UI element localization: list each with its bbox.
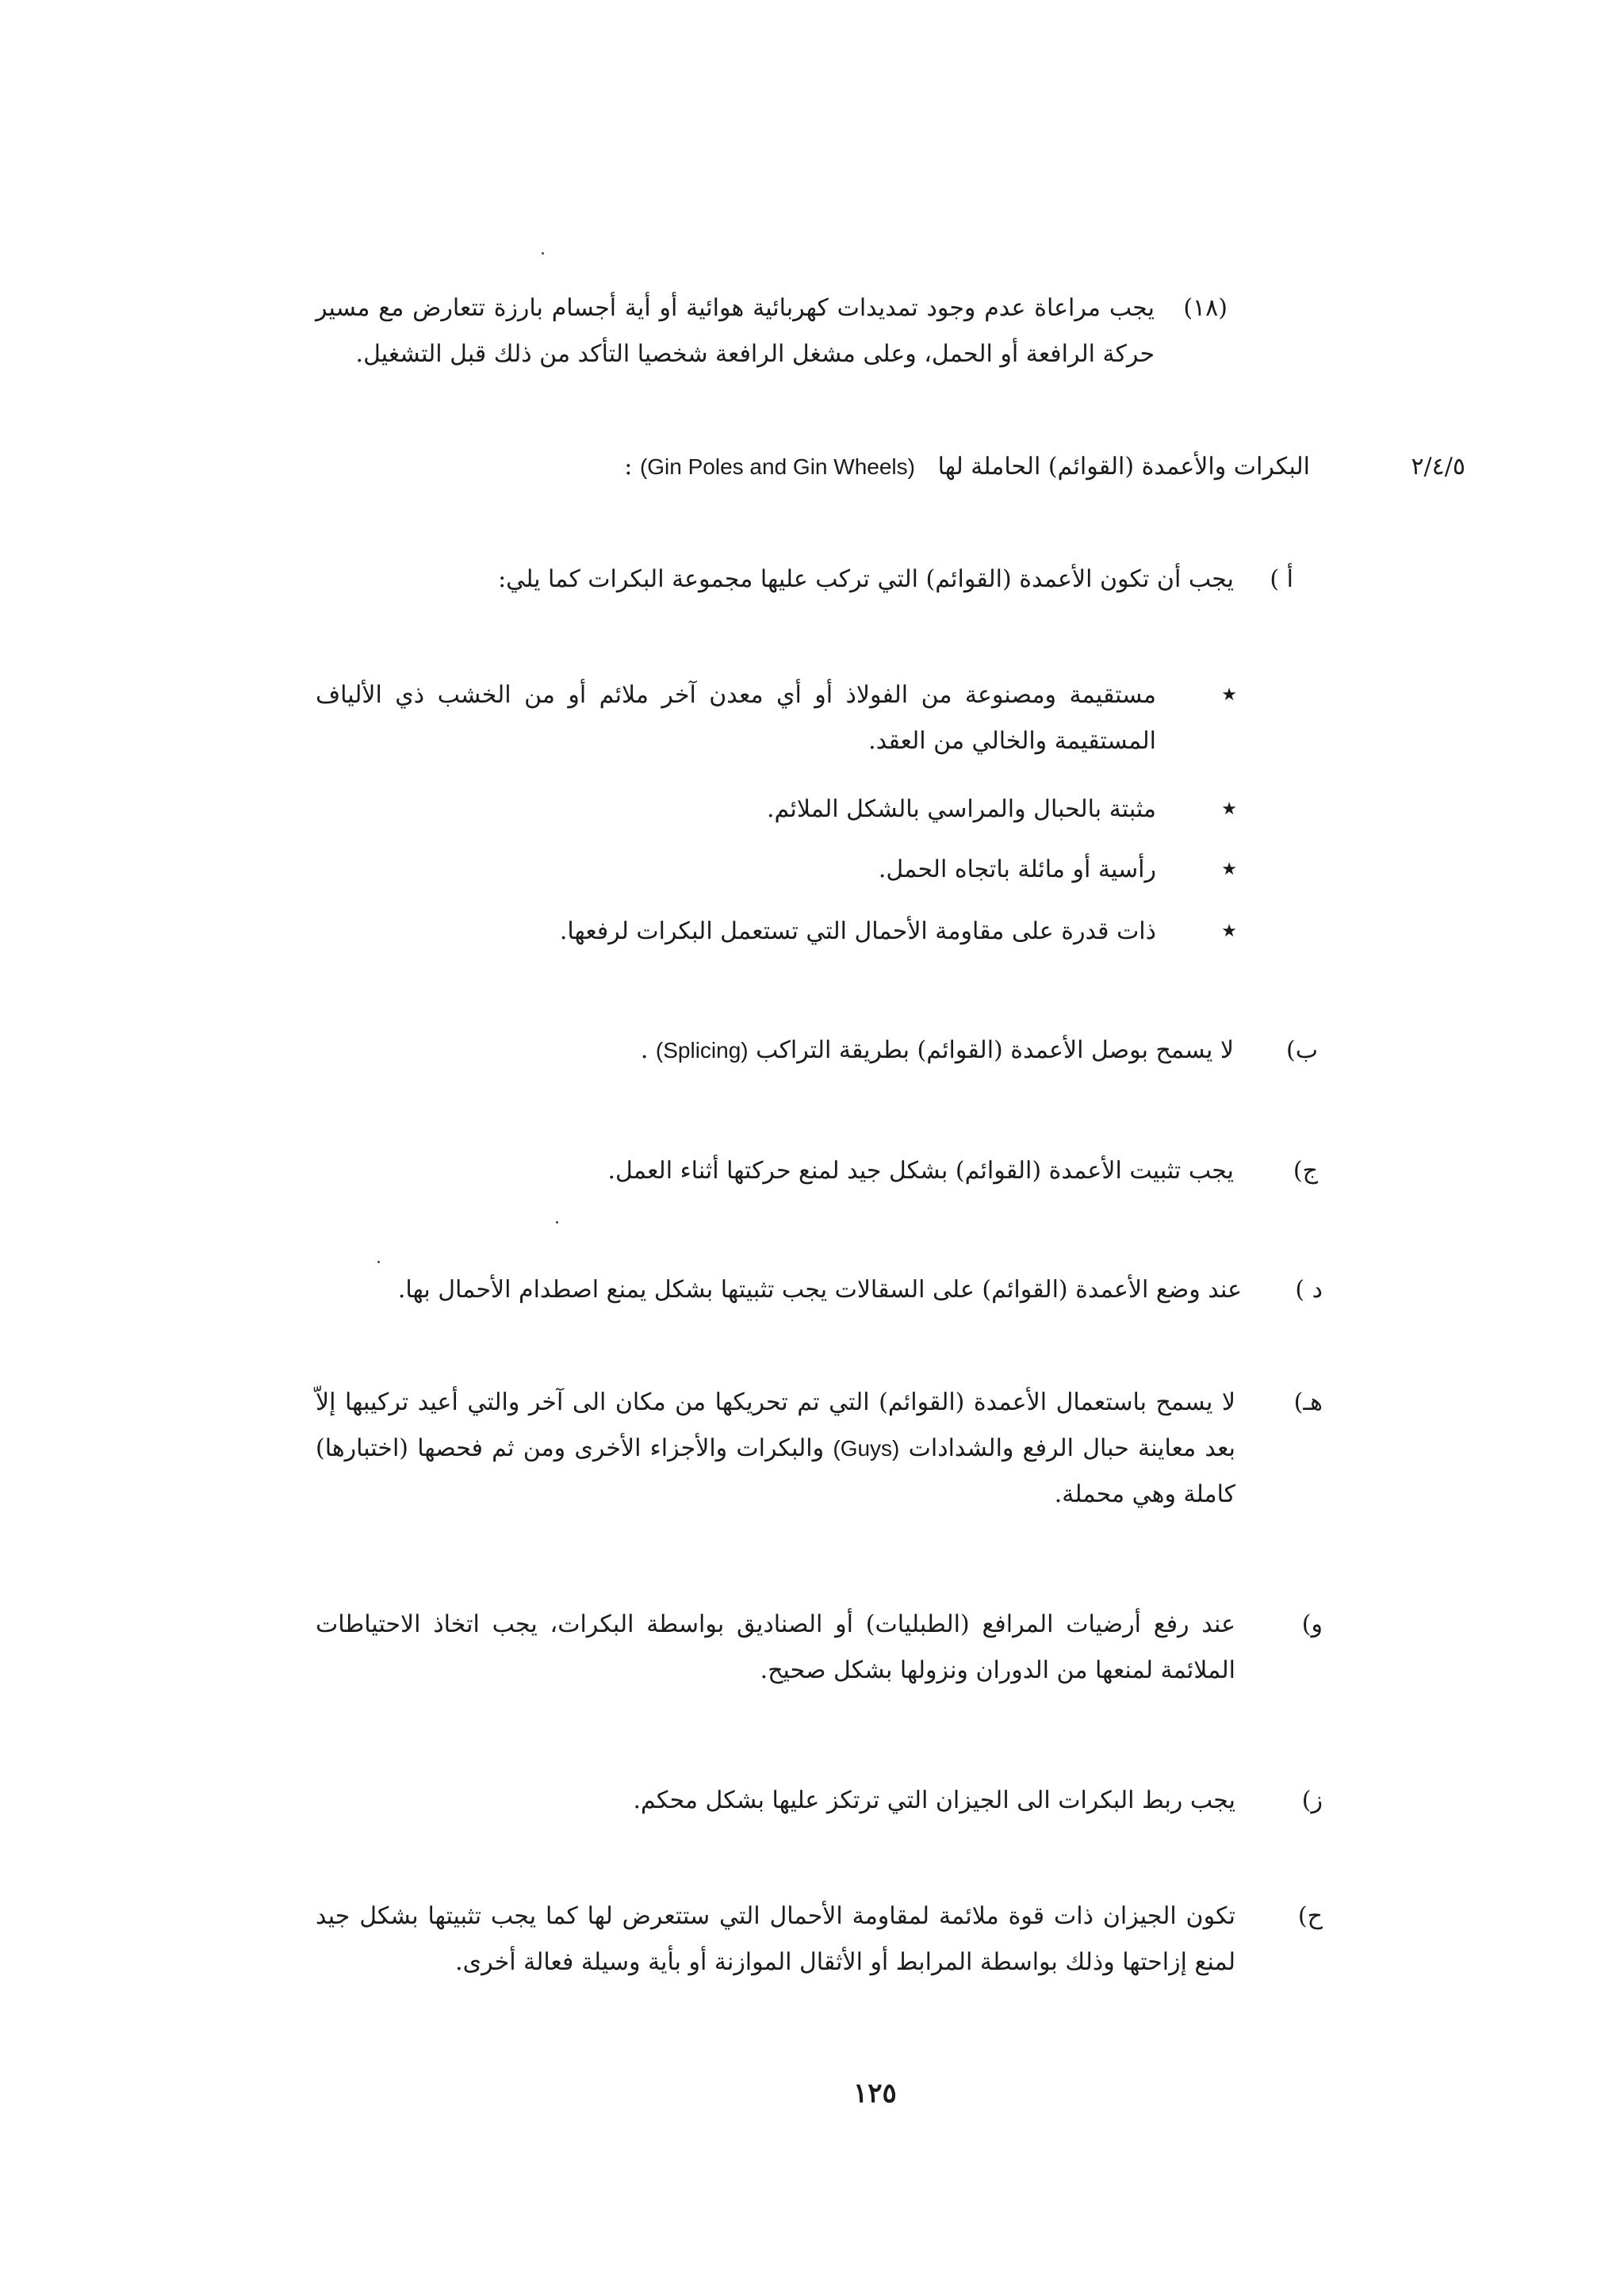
bullet-icon: ★: [1221, 921, 1237, 941]
item-b-text: [641, 1028, 1234, 1074]
bullet-item-4: ذات قدرة على مقاومة الأحمال التي تستعمل البكرات لرفعها.: [559, 917, 1156, 945]
scan-speck: [377, 1261, 380, 1263]
bullet-icon: ★: [1221, 860, 1237, 879]
section-title-english: (Gin Poles and Gin Wheels): [639, 454, 915, 479]
item-h-text-after: والبكرات والأجزاء الأخرى ومن ثم فحصها (اختبارها) كاملة وهي محملة.: [316, 1434, 1235, 1508]
section-title-colon: :: [624, 453, 633, 481]
bullet-item-1: مستقيمة ومصنوعة من الفولاذ أو أي معدن آخر ملائم أو من الخشب ذي الألياف المستقيمة والخالي من العقد.: [316, 681, 1156, 755]
item-c-marker: ج): [1293, 1157, 1318, 1185]
item-w-marker: و): [1301, 1610, 1323, 1638]
scan-speck: [556, 1221, 558, 1224]
item-d-text: عند وضع الأعمدة (القوائم) على السقالات يجب تثبيتها بشكل يمنع اصطدام الأحمال بها.: [397, 1276, 1242, 1304]
item-d-marker: د ): [1295, 1276, 1323, 1304]
item-h-text-before: لا يسمح باستعمال الأعمدة (القوائم) التي تم تحريكها من مكان الى آخر والتي أعيد تركيبها إلاّ بعد معاينة حبال الرفع والشدادات: [316, 1388, 1236, 1462]
bullet-icon: ★: [1221, 799, 1237, 819]
section-title: [624, 444, 1310, 490]
item-a-marker: أ ): [1270, 565, 1293, 593]
item-z-marker: ز): [1301, 1787, 1323, 1814]
item-b-english: (Splicing): [655, 1038, 749, 1063]
item-h-text: [316, 1380, 1235, 1518]
paragraph-18-text: يجب مراعاة عدم وجود تمديدات كهربائية هوائية أو أية أجسام بارزة تتعارض مع مسير حركة الرافعة أو الحمل، وعلى مشغل الرافعة شخصيا التأكد من ذلك قبل التشغيل.: [316, 294, 1155, 368]
item-h-marker: هـ): [1293, 1388, 1323, 1416]
item-b-end: .: [640, 1036, 649, 1064]
item-b-marker: ب): [1286, 1036, 1318, 1064]
item-hh-marker: ح): [1297, 1902, 1323, 1930]
bullet-item-2: مثبتة بالحبال والمراسي بالشكل الملائم.: [766, 795, 1156, 823]
bullet-item-3: رأسية أو مائلة باتجاه الحمل.: [878, 856, 1156, 883]
item-a-text: يجب أن تكون الأعمدة (القوائم) التي تركب عليها مجموعة البكرات كما يلي:: [498, 565, 1234, 593]
bullet-icon: ★: [1221, 685, 1237, 705]
section-number: ٢/٤/٥: [1411, 453, 1465, 481]
item-c-text: يجب تثبيت الأعمدة (القوائم) بشكل جيد لمنع حركتها أثناء العمل.: [607, 1157, 1234, 1185]
item-z-text: يجب ربط البكرات الى الجيزان التي ترتكز عليها بشكل محكم.: [633, 1787, 1235, 1814]
item-hh-text: تكون الجيزان ذات قوة ملائمة لمقاومة الأحمال التي ستتعرض لها كما يجب تثبيتها بشكل جيد لمنع إزاحتها وذلك بواسطة المرابط أو الأثقال الموازنة أو بأية وسيلة فعالة أخرى.: [316, 1902, 1235, 1976]
scan-speck: [542, 252, 544, 255]
item-b-arabic: لا يسمح بوصل الأعمدة (القوائم) بطريقة التراكب: [756, 1036, 1234, 1064]
section-title-arabic: البكرات والأعمدة (القوائم) الحاملة لها: [937, 453, 1310, 481]
paragraph-18-marker: (١٨): [1183, 294, 1228, 322]
item-h-english: (Guys): [833, 1436, 900, 1461]
item-w-text: عند رفع أرضيات المرافع (الطبليات) أو الصناديق بواسطة البكرات، يجب اتخاذ الاحتياطات الملائمة لمنعها من الدوران ونزولها بشكل صحيح.: [316, 1610, 1235, 1684]
page-number: ١٢٥: [853, 2078, 897, 2109]
